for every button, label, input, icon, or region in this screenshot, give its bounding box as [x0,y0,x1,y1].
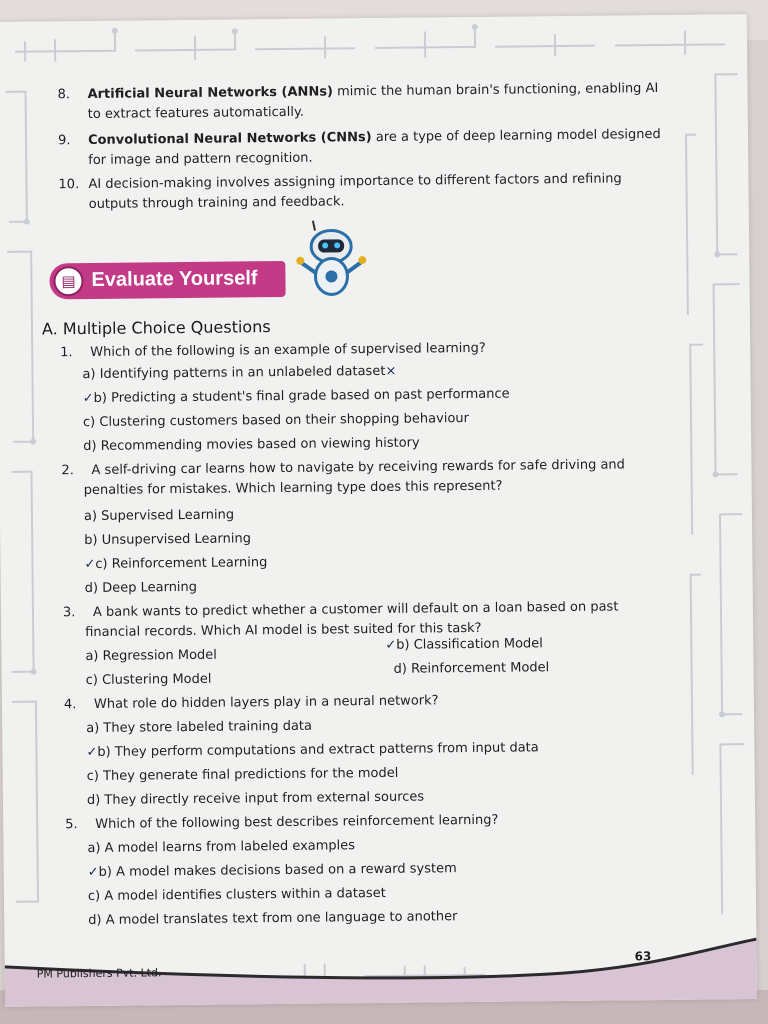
robot-illustration [293,216,370,299]
check-mark: ✓ [86,744,98,761]
question-2-line-1: 2. A self-driving car learns how to navigate by receiving rewards for safe driving and [61,457,625,479]
q2-option-c: ✓c) Reinforcement Learning [84,555,268,573]
cross-mark: × [385,363,397,379]
point-9-line-2: for image and pattern recognition. [88,150,313,168]
q4-option-a: a) They store labeled training data [86,718,313,737]
q3-option-b: ✓b) Classification Model [385,636,543,653]
section-title: A. Multiple Choice Questions [41,317,271,339]
question-3-line-2: financial records. Which AI model is best suited for this task? [85,620,482,641]
question-2-line-2: penalties for mistakes. Which learning type does this represent? [83,478,503,499]
check-mark: ✓ [87,864,99,881]
q5-option-d: d) A model translates text from one language to another [88,909,458,929]
question-5: 5. Which of the following best describes reinforcement learning? [65,812,499,833]
book-icon: ▤ [53,266,83,296]
q1-option-b: ✓b) Predicting a student's final grade based on past performance [82,386,510,407]
q5-option-a: a) A model learns from labeled examples [87,838,356,857]
evaluate-yourself-banner [49,261,285,299]
point-10-line-1: 10. AI decision-making involves assigning importance to different factors and refining [58,171,622,193]
check-mark: ✓ [385,637,397,653]
q2-option-d: d) Deep Learning [84,579,198,597]
textbook-page [0,14,757,1007]
q1-option-c: c) Clustering customers based on their shopping behaviour [82,411,470,431]
q3-option-a: a) Regression Model [85,647,217,665]
q5-option-c: c) A model identifies clusters within a dataset [87,885,386,905]
q4-option-d: d) They directly receive input from external sources [86,789,425,809]
q4-option-b: ✓b) They perform computations and extract patterns from input data [86,740,539,761]
point-8-line-2: to extract features automatically. [87,104,305,122]
q2-option-b: b) Unsupervised Learning [84,531,252,549]
q1-option-a: a) Identifying patterns in an unlabeled dataset× [82,363,397,383]
question-1: 1. Which of the following is an example of supervised learning? [60,340,486,361]
question-4: 4. What role do hidden layers play in a neural network? [63,693,439,713]
q3-option-c: c) Clustering Model [85,671,212,689]
q4-option-c: c) They generate final predictions for the model [86,765,399,785]
banner-title: Evaluate Yourself [91,267,258,291]
check-mark: ✓ [84,556,96,573]
q2-option-a: a) Supervised Learning [83,507,235,525]
point-9-line-1: 9. Convolutional Neural Networks (CNNs) are a type of deep learning model designed [57,126,661,149]
page-number: 63 [634,949,652,964]
point-8-line-1: 8. Artificial Neural Networks (ANNs) mimic the human brain's functioning, enabling AI [57,81,659,103]
publisher-name: PM Publishers Pvt. Ltd. [36,966,162,981]
check-mark: ✓ [82,390,94,407]
q5-option-b: ✓b) A model makes decisions based on a reward system [87,861,457,881]
q3-option-d: d) Reinforcement Model [393,660,550,677]
point-10-line-2: outputs through training and feedback. [88,194,345,212]
q1-option-d: d) Recommending movies based on viewing history [83,435,420,455]
question-3-line-1: 3. A bank wants to predict whether a customer will default on a loan based on past [62,599,619,621]
